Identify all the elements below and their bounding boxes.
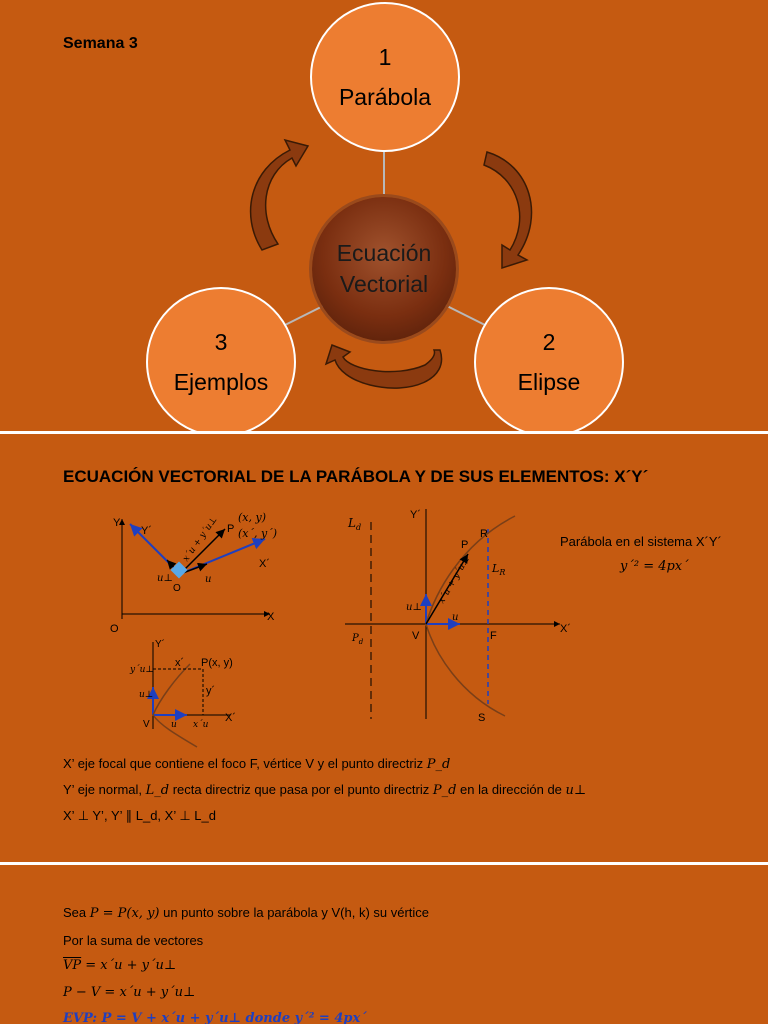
- figure-parabola-local: [125, 639, 255, 749]
- topic-parabola-node: [310, 2, 460, 152]
- fig1-xp-label: X´: [259, 558, 270, 570]
- fig2-v-label: V: [143, 719, 150, 730]
- equation-vp: $\overline{VP}$ = x´u + y´u⊥: [63, 958, 177, 973]
- side-equation: y´² = 4px´: [620, 559, 689, 574]
- topic-ejemplos-node: [146, 287, 296, 431]
- arrow-bottom-icon: [326, 345, 442, 388]
- topic-number: 3: [214, 329, 228, 355]
- statement-line: Sea P = P(x, y) un punto sobre la parábola y V(h, k) su vértice: [63, 905, 430, 921]
- fig1-yp-label: Y´: [141, 525, 152, 537]
- fig2-yp-label: Y´: [155, 639, 165, 650]
- fig3-s-label: S: [478, 712, 486, 724]
- slide-vector-sum: [0, 865, 768, 1024]
- explanation-line-3: X’ ⊥ Y’, Y’ ∥ L_d, X’ ⊥ L_d: [63, 808, 216, 823]
- fig3-vector-label: x´u + y´u⊥: [436, 555, 472, 606]
- figure-parabola-directrix: [340, 504, 580, 729]
- week-label: Semana 3: [63, 35, 138, 52]
- fig2-yu-label: y´u⊥: [130, 665, 154, 675]
- fig1-o-vertex: O: [173, 583, 181, 594]
- vector-sum-line: Por la suma de vectores: [63, 933, 204, 948]
- fig2-xu-label: x´u: [193, 720, 209, 730]
- fig2-p-label: P(x, y): [201, 657, 233, 669]
- fig3-r-label: R: [480, 528, 488, 540]
- explanation-line-1: X’ eje focal que contiene el foco F, vértice V y el punto directriz P_d: [63, 756, 451, 772]
- fig3-pd-label: $P_d$: [352, 633, 364, 646]
- fig1-p-label: P: [227, 523, 235, 535]
- fig1-coords2: (x´, y´): [238, 527, 277, 540]
- center-line-1: Ecuación: [336, 240, 432, 266]
- topic-label: Ejemplos: [173, 369, 269, 395]
- figure-rotated-axes: [105, 504, 285, 634]
- explanation-line-2: Y’ eje normal, L_d recta directriz que pasa por el punto directriz P_d en la dirección de u⊥: [63, 782, 587, 798]
- equation-p-minus-v: P − V = x´u + y´u⊥: [63, 985, 196, 1000]
- fig1-uperp-label: u⊥: [157, 573, 173, 584]
- fig2-u-label: u: [171, 720, 177, 730]
- slide-vector-equation-elements: [0, 434, 768, 862]
- arrow-top-right-icon: [484, 152, 532, 268]
- fig3-p-label: P: [461, 539, 469, 551]
- slide-title: ECUACIÓN VECTORIAL DE LA PARÁBOLA Y DE SUS ELEMENTOS: X´Y´: [63, 467, 649, 486]
- fig3-lr-label: $L_R$: [492, 562, 506, 577]
- fig1-x-label: X: [267, 611, 275, 623]
- fig3-v-label: V: [412, 630, 420, 642]
- equation-evp: EVP: P = V + x´u + y´u⊥ donde y´² = 4px´: [63, 1011, 367, 1024]
- fig2-uperp-label: u⊥: [139, 690, 154, 700]
- slide-overview: [0, 0, 768, 431]
- fig1-coords1: (x, y): [238, 511, 266, 524]
- fig1-y-label: Y: [113, 517, 121, 529]
- fig2-y-label: y´: [206, 685, 216, 697]
- fig1-vector-label: x´u + y´u⊥: [181, 514, 220, 564]
- fig2-xp-label: X´: [225, 712, 236, 724]
- topic-number: 2: [542, 329, 556, 355]
- fig3-yp-label: Y´: [410, 509, 421, 521]
- side-title: Parábola en el sistema X´Y´: [560, 534, 722, 549]
- fig3-u-label: u: [452, 612, 459, 623]
- center-line-2: Vectorial: [339, 271, 429, 297]
- fig1-o-axis: O: [110, 623, 119, 634]
- center-topic-node: [312, 197, 456, 341]
- topic-label: Parábola: [338, 84, 432, 110]
- fig3-uperp-label: u⊥: [406, 602, 422, 613]
- fig3-ld-label: $L_d$: [348, 516, 362, 532]
- fig1-u-label: u: [205, 574, 212, 585]
- fig2-x-label: x´: [175, 657, 185, 669]
- fig3-xp-label: X´: [560, 623, 571, 635]
- topic-number: 1: [378, 44, 392, 70]
- arrow-top-left-icon: [251, 140, 308, 250]
- topic-label: Elipse: [517, 369, 581, 395]
- fig3-f-label: F: [490, 630, 497, 642]
- topic-elipse-node: [474, 287, 624, 431]
